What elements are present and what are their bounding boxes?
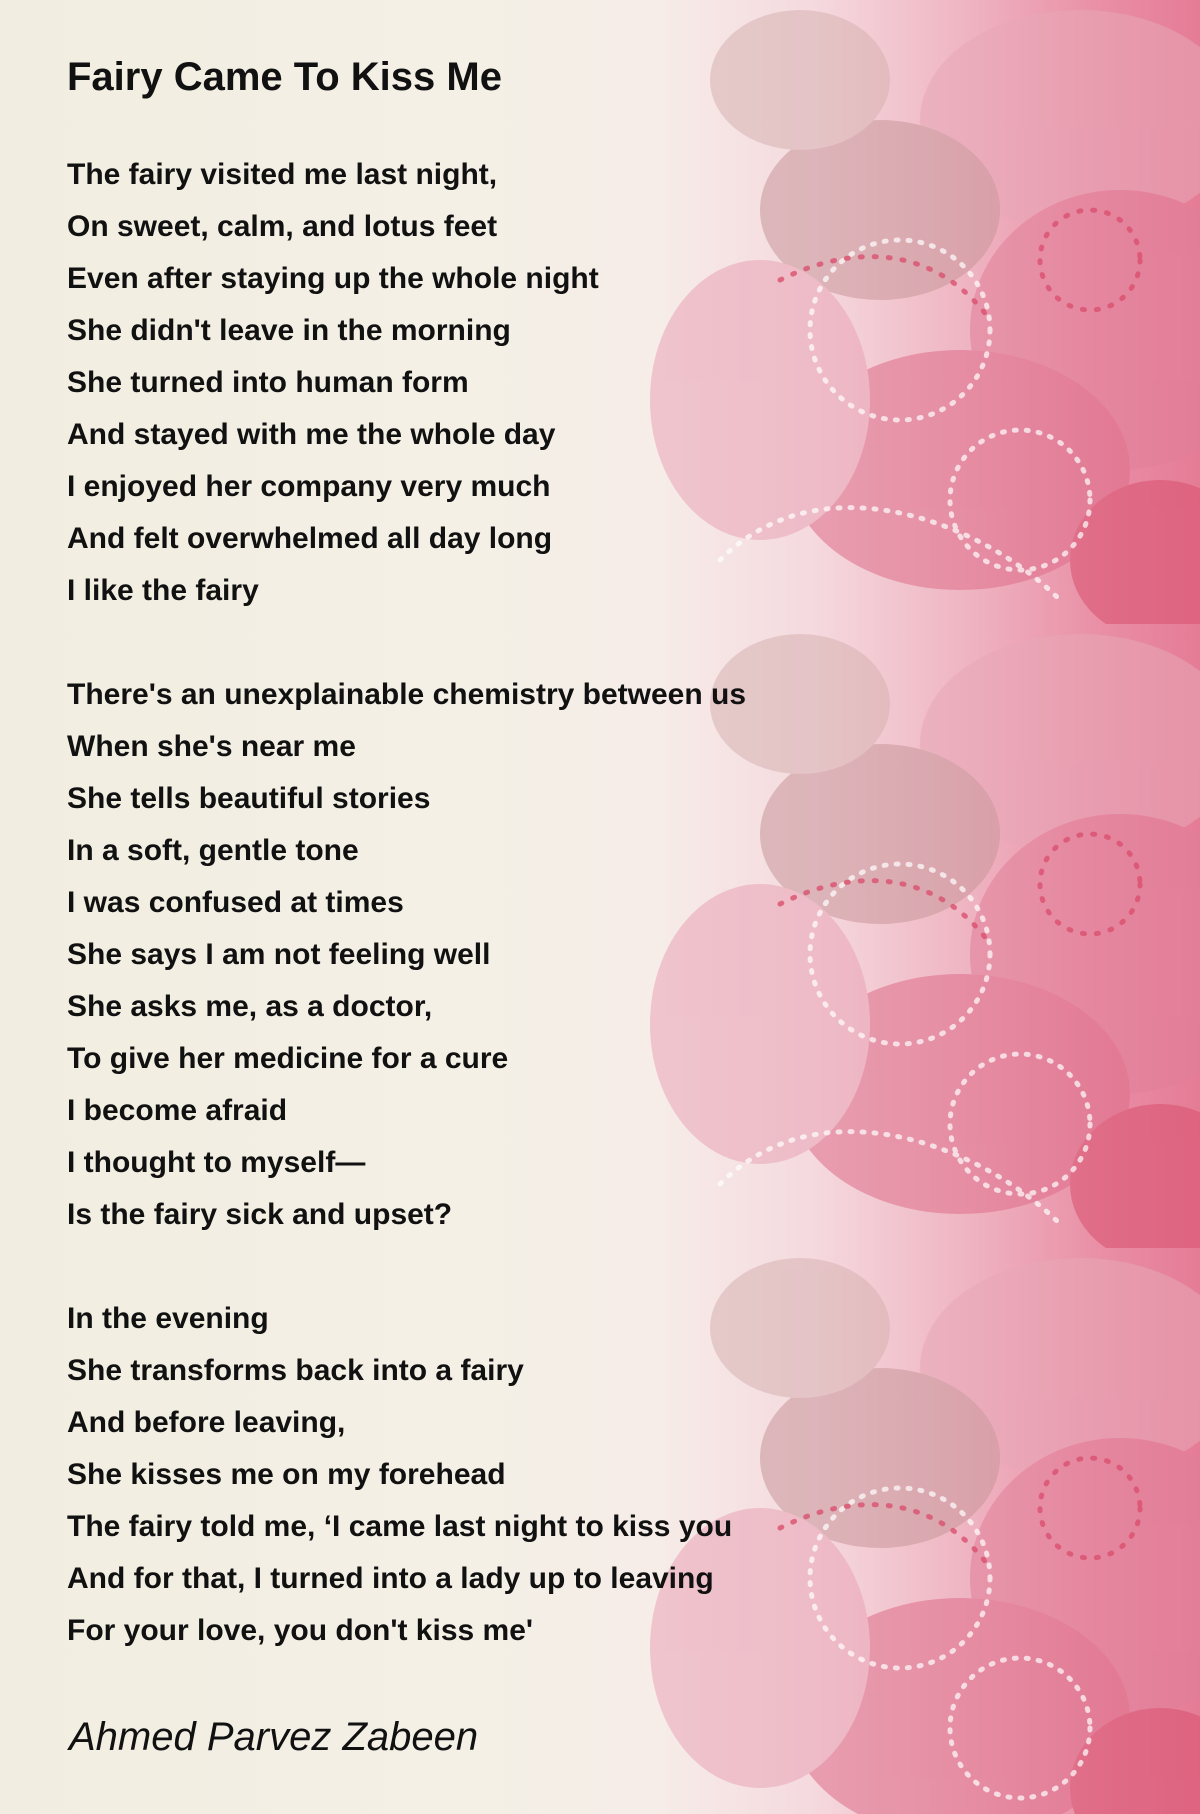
poem-line: To give her medicine for a cure: [67, 1042, 509, 1075]
poem-stanza-2: [67, 669, 746, 1241]
poem-author: Ahmed Parvez Zabeen: [69, 1715, 479, 1759]
poem-line: I like the fairy: [67, 574, 259, 607]
poem-line: Is the fairy sick and upset?: [67, 1198, 453, 1231]
poem-line: And before leaving,: [67, 1406, 346, 1439]
poem-line: For your love, you don't kiss me': [67, 1614, 534, 1647]
poem-title: Fairy Came To Kiss Me: [67, 55, 502, 99]
poem-line: She kisses me on my forehead: [67, 1458, 506, 1491]
poem-line: Even after staying up the whole night: [67, 262, 599, 295]
poem-line: There's an unexplainable chemistry between us: [67, 678, 747, 711]
poem-line: In the evening: [67, 1302, 269, 1335]
poem-line: In a soft, gentle tone: [67, 834, 359, 867]
poem-line: The fairy told me, ‘I came last night to kiss you: [67, 1510, 733, 1543]
poem-line: The fairy visited me last night,: [67, 158, 498, 191]
poem-line: She didn't leave in the morning: [67, 314, 511, 347]
poem-line: She tells beautiful stories: [67, 782, 431, 815]
poem-stanza-1: [67, 149, 599, 617]
poem-stanza-3: [67, 1293, 732, 1657]
poem-line: On sweet, calm, and lotus feet: [67, 210, 498, 243]
poem-line: I become afraid: [67, 1094, 288, 1127]
poem-line: I was confused at times: [67, 886, 404, 919]
poem-line: She asks me, as a doctor,: [67, 990, 433, 1023]
poem-line: When she's near me: [67, 730, 356, 763]
poem-line: She turned into human form: [67, 366, 469, 399]
poem-line: She transforms back into a fairy: [67, 1354, 524, 1387]
poem-line: She says I am not feeling well: [67, 938, 491, 971]
poem-line: And for that, I turned into a lady up to leaving: [67, 1562, 714, 1595]
poem-line: I thought to myself—: [67, 1146, 366, 1179]
poem-line: And stayed with me the whole day: [67, 418, 556, 451]
poem-line: I enjoyed her company very much: [67, 470, 551, 503]
poem-content: [67, 0, 1167, 1814]
poem-line: And felt overwhelmed all day long: [67, 522, 553, 555]
